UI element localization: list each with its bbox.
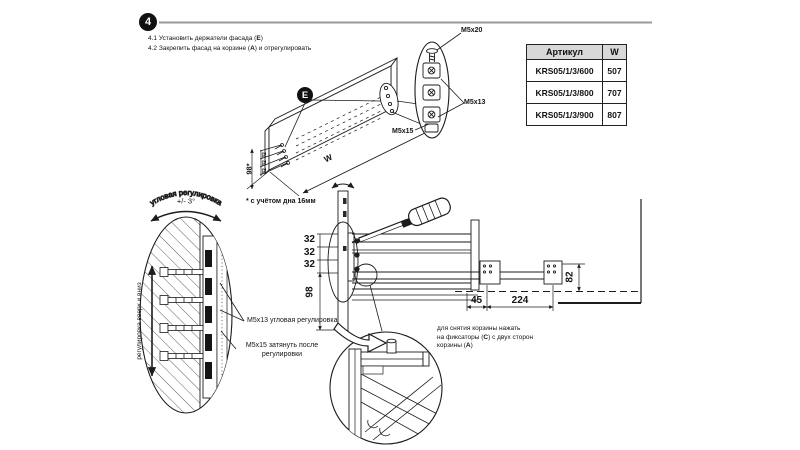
dim-32: 32: [303, 234, 315, 245]
table-row: KRS05/1/3/600 507: [527, 60, 627, 82]
holder-clips: [423, 63, 440, 132]
dim-82: 82: [564, 271, 576, 283]
screwdriver-icon: [352, 196, 453, 243]
hole-spacing-dim: 32: [262, 160, 268, 166]
instruction-line-1: 4.1 Установить держатели фасада (E): [148, 35, 263, 42]
step-number-badge: 4: [139, 13, 157, 31]
bottom-allowance-footnote: * с учётом дна 16мм: [246, 198, 316, 205]
table-header-article: Артикул: [527, 45, 603, 60]
section-detail-view: [135, 187, 244, 417]
instruction-line-2: 4.2 Закрепить фасад на корзине (A) и отрегулировать: [148, 45, 312, 52]
width-dim-label: W: [322, 151, 334, 165]
hole-spacing-dim: 32: [262, 168, 268, 174]
screw-label-m5x20: M5x20: [461, 27, 483, 34]
basket-side-view: [316, 184, 641, 331]
parts-table: [526, 44, 627, 126]
m5x13-adjust-note: M5x13 угловая регулировка: [247, 317, 338, 324]
dim-32: 32: [303, 246, 315, 258]
dim-98: 98: [304, 286, 316, 298]
table-header-w: W: [603, 45, 627, 60]
mounting-brackets: [480, 261, 562, 284]
dim-224: 224: [511, 295, 529, 306]
vertical-adjust-label: регулировка вверх и вниз: [135, 282, 143, 360]
fixator-detail-view: [330, 323, 442, 444]
facade-panel-view: [244, 58, 438, 196]
dim-45: 45: [470, 295, 483, 306]
table-row: KRS05/1/3/800 707: [527, 82, 627, 104]
hole-spacing-dim: 32: [262, 152, 268, 158]
panel-height-dim: 98*: [244, 163, 254, 175]
screw-label-m5x13: M5x13: [464, 99, 486, 106]
angular-adjust-arc-label: угловая регулировка: [148, 187, 224, 208]
angle-range-label: +/- 3°: [176, 196, 196, 206]
tilt-arrow: [332, 184, 354, 188]
m5x15-tighten-note: M5x15 затянуть после регулировки: [245, 342, 319, 358]
table-row: KRS05/1/3/900 807: [527, 104, 627, 126]
holder-e-badge: E: [297, 87, 313, 103]
basket-removal-note: для снятия корзины нажать на фиксаторы (C) с двух сторон корзины (A): [437, 325, 534, 349]
holder-detail-view: [397, 33, 464, 138]
screw-label-m5x15: M5x15: [392, 128, 414, 135]
dim-32: 32: [303, 259, 315, 270]
